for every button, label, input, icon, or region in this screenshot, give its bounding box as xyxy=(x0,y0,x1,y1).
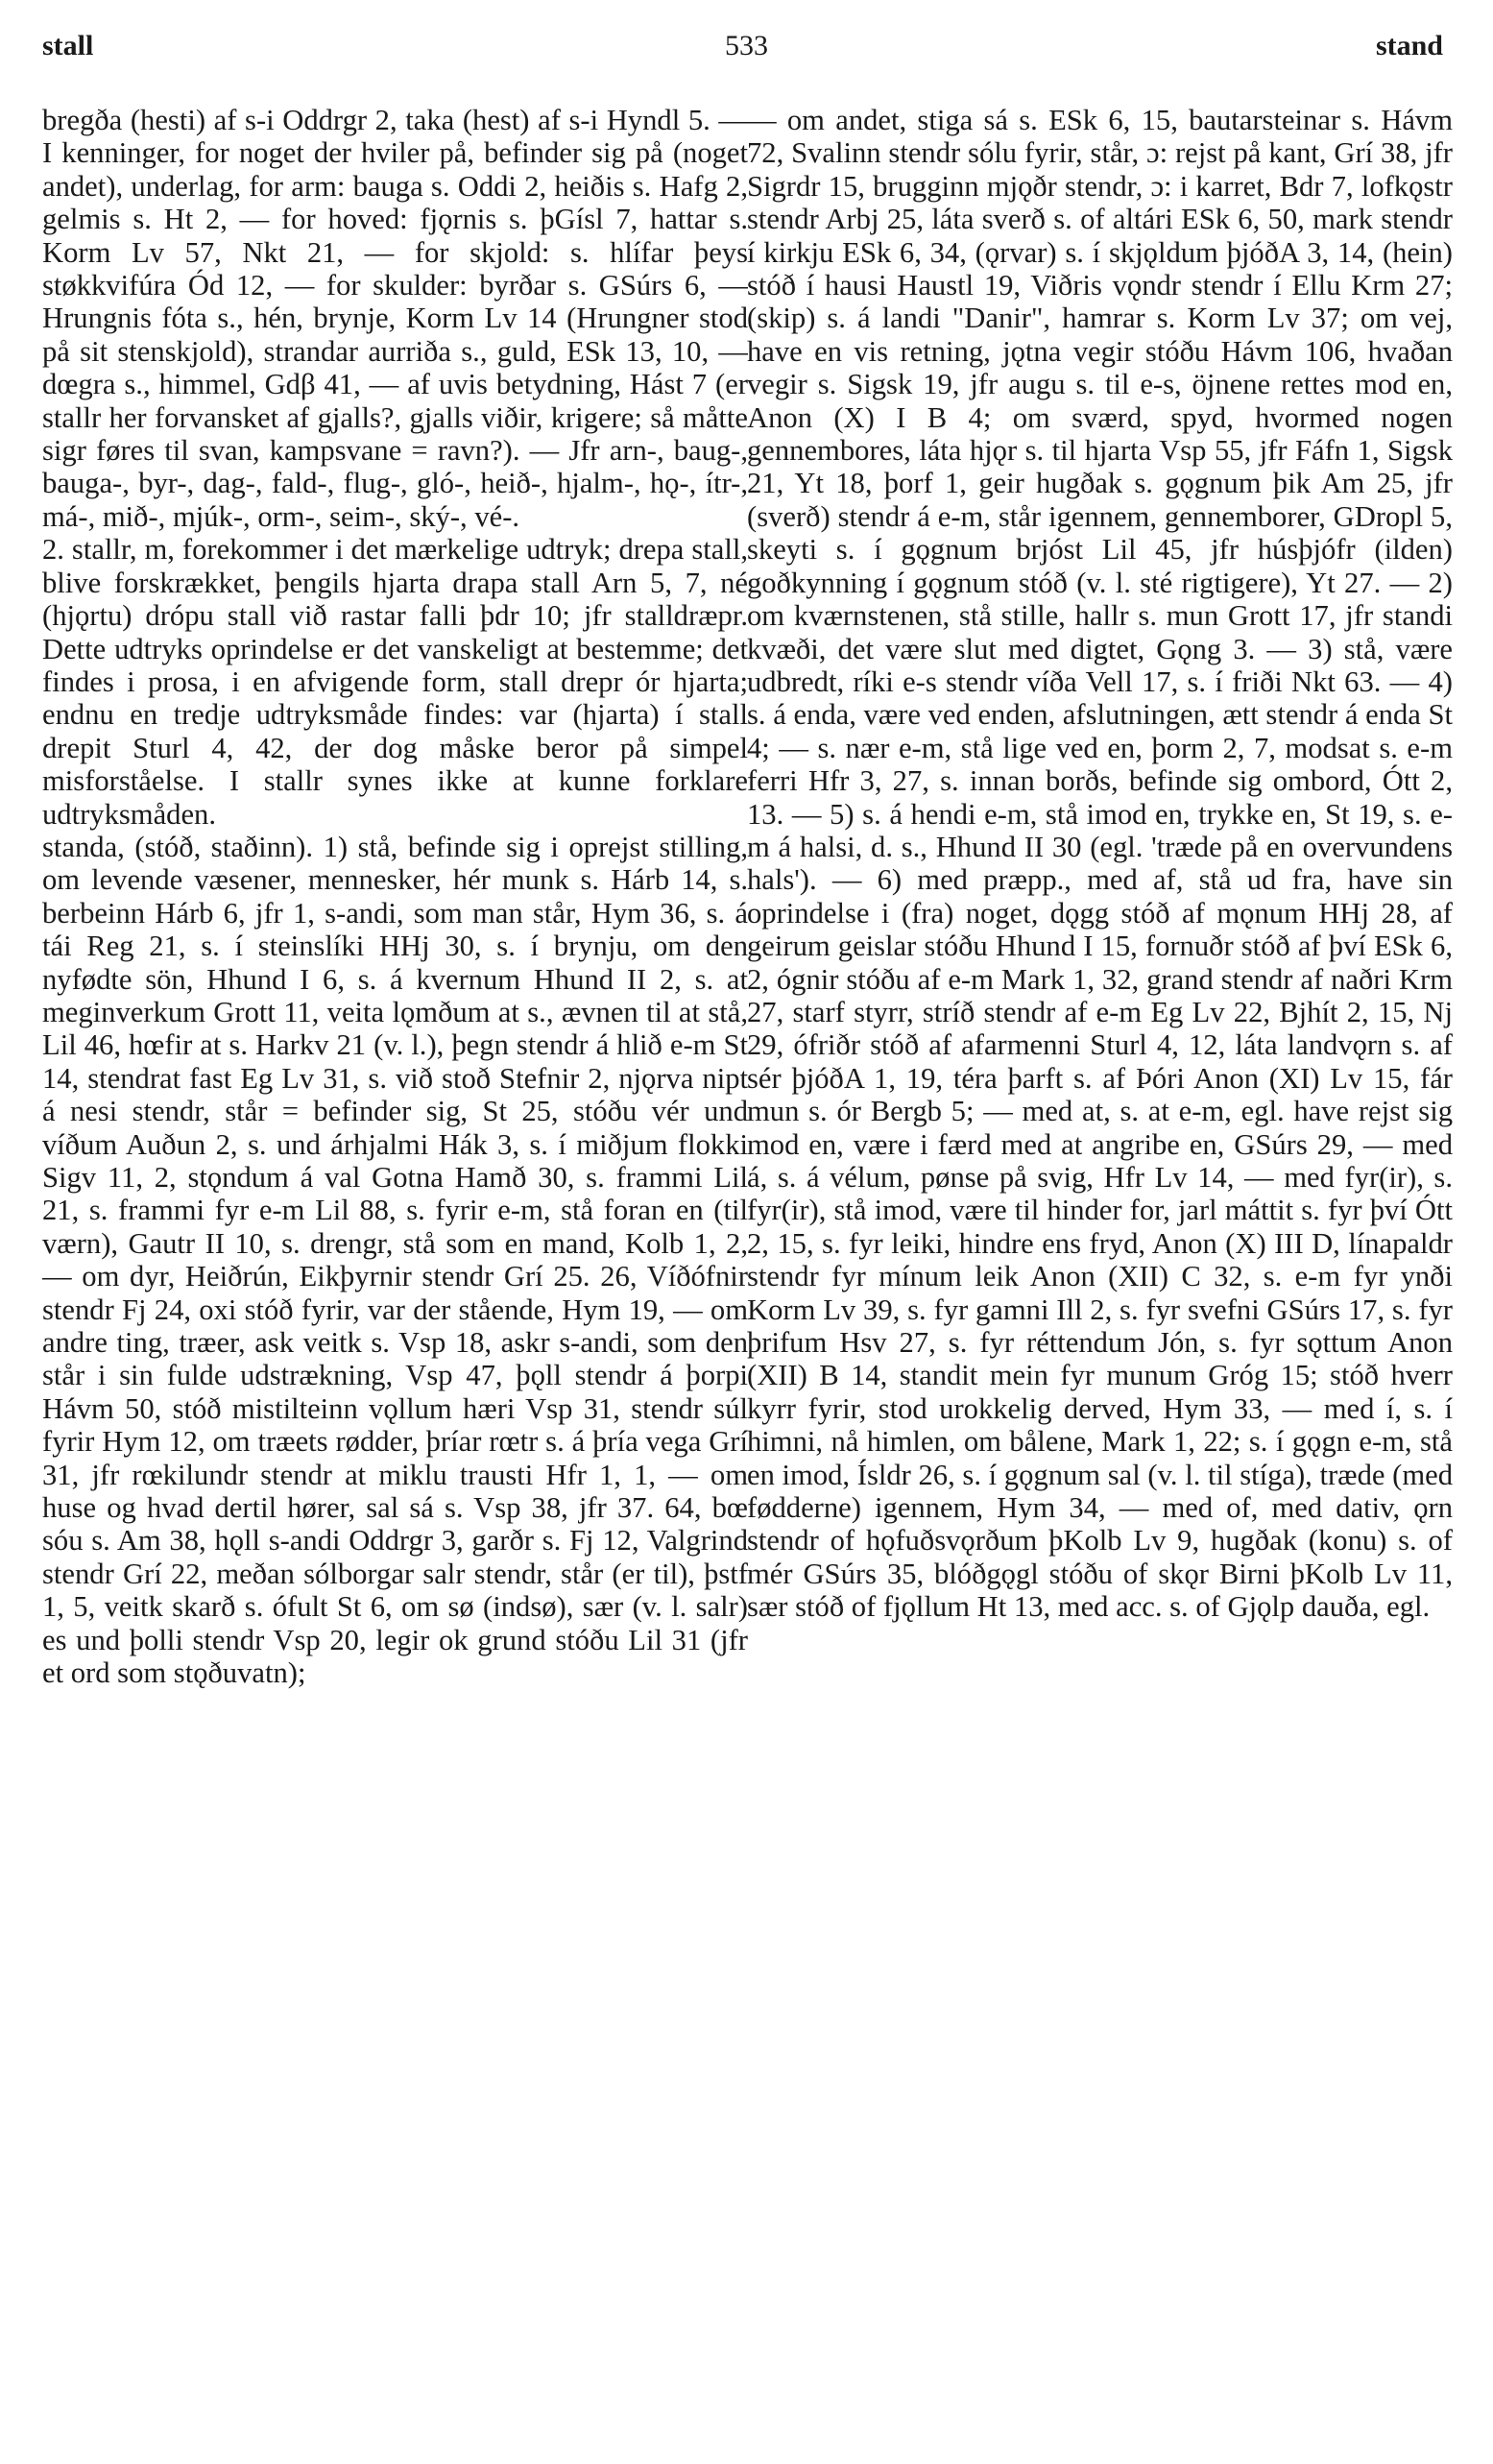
entry-standa-continued: — om andet, stiga sá s. ESk 6, 15, bautarsteinar s. Hávm 72, Svalinn stendr sólu fyrir, står, ɔ: rejst på kant, Grí 38, jfr Sigrdr 15, brugginn mjǫðr stendr, ɔ: i karret, Bdr 7, lofkǫstr stendr Arbj 25, láta sverð s. of altári ESk 6, 50, mark stendr í kirkju ESk 6, 34, (ǫrvar) s. í skjǫldum þjóðA 3, 14, (hein) stóð í hausi Haustl 19, Viðris vǫndr stendr í Ellu Krm 27; (skip) s. á landi "Danir", hamrar s. Korm Lv 37; om vej, have en vis retning, jǫtna vegir stóðu Hávm 106, hvaðan vegir s. Sigsk 19, jfr augu s. til e-s, öjnene rettes mod en, Anon (X) I B 4; om sværd, spyd, hvormed nogen gennembores, láta hjǫr s. til hjarta Vsp 55, jfr Fáfn 1, Sigsk 21, Yt 18, þorf 1, geir hugðak s. gǫgnum þik Am 25, jfr (sverð) stendr á e-m, står igennem, gennemborer, GDropl 5, skeyti s. í gǫgnum brjóst Lil 45, jfr húsþjófr (ilden) goðkynning í gǫgnum stóð (v. l. sté rigtigere), Yt 27. — 2) om kværnstenen, stå stille, hallr s. mun Grott 17, jfr standi kvæði, det være slut med digtet, Gǫng 3. — 3) stå, være udbredt, ríki e-s stendr víða Vell 17, s. í friði Nkt 63. — 4) s. á enda, være ved enden, afslutningen, ætt stendr á enda St 4; — s. nær e-m, stå lige ved en, þorm 2, 7, modsat s. e-m ferri Hfr 3, 27, s. innan borðs, befinde sig ombord, Ótt 2, 13. — 5) s. á hendi e-m, stå imod en, trykke en, St 19, s. e-m á halsi, d. s., Hhund II 30 (egl. 'træde på en overvundens hals'). — 6) med præpp., med af, stå ud fra, have sin oprindelse i (fra) noget, dǫgg stóð af mǫnum HHj 28, af geirum geislar stóðu Hhund I 15, fornuðr stóð af því ESk 6, 2, ógnir stóðu af e-m Mark 1, 32, grand stendr af naðri Krm 27, starf styrr, stríð stendr af e-m Eg Lv 22, Bjhít 2, 15, Nj 29, ófriðr stóð af afarmenni Sturl 4, 12, láta landvǫrn s. af sér þjóðA 1, 19, téra þarft s. af Þóri Anon (XI) Lv 15, fár mun s. ór Bergb 5; — med at, s. at e-m, egl. have rejst sig mod en, være i færd med at angribe en, GSúrs 29, — med á, s. á vélum, pønse på svig, Hfr Lv 14, — med fyr(ir), s. fyr(ir), stå imod, være til hinder for, jarl máttit s. fyr því Ótt 2, 15, s. fyr leiki, hindre ens fryd, Anon (X) III D, línapaldr stendr fyr mínum leik Anon (XII) C 32, s. e-m fyr ynði Korm Lv 39, s. fyr gamni Ill 2, s. fyr svefni GSúrs 17, s. fyr þrifum Hsv 27, s. fyr réttendum Jón, s. fyr sǫttum Anon (XII) B 14, standit mein fyr munum Gróg 15; stóð hverr kyrr fyrir, stod urokkelig derved, Hym 33, — med í, s. í himni, nå himlen, om bålene, Mark 1, 22; s. í gǫgn e-m, stå en imod, Ísldr 26, s. í gǫgnum sal (v. l. til stíga), træde (med fødderne) igennem, Hym 34, — med of, med dativ, ǫrn stendr of hǫfuðsvǫrðum þKolb Lv 9, hugðak (konu) s. of mér GSúrs 35, blóðgǫgl stóðu of skǫr Birni þKolb Lv 11, sær stóð of fjǫllum Ht 13, med acc. s. of Gjǫlp dauða, egl. xyxy=(747,104,1453,1624)
running-head-left: stall xyxy=(42,30,94,61)
entry-stallr-1-continued: bregða (hesti) af s-i Oddrgr 2, taka (hest) af s-i Hyndl 5. — I kenninger, for noget der hviler på, befinder sig på (noget andet), underlag, for arm: bauga s. Oddi 2, heiðis s. Hafg 2, gelmis s. Ht 2, — for hoved: fjǫrnis s. þGísl 7, hattar s. Korm Lv 57, Nkt 21, — for skjold: s. hlífar þeys støkkvifúra Ód 12, — for skulder: byrðar s. GSúrs 6, — Hrungnis fóta s., hén, brynje, Korm Lv 14 (Hrungner stod på sit stenskjold), strandar aurriða s., guld, ESk 13, 10, — dœgra s., himmel, Gdβ 41, — af uvis betydning, Hást 7 (er stallr her forvansket af gjalls?, gjalls viðir, krigere; så måtte sigr føres til svan, kampsvane = ravn?). — Jfr arn-, baug-, bauga-, byr-, dag-, fald-, flug-, gló-, heið-, hjalm-, hǫ-, ítr-, má-, mið-, mjúk-, orm-, seim-, ský-, vé-. xyxy=(42,104,748,533)
right-column xyxy=(747,104,1453,2447)
entry-standa: standa, (stóð, staðinn). 1) stå, befinde sig i oprejst stilling, om levende væsener, mennesker, hér munk s. Hárb 14, s. berbeinn Hárb 6, jfr 1, s-andi, som man står, Hym 36, s. á tái Reg 21, s. í steinslíki HHj 30, s. í brynju, om den nyfødte sön, Hhund I 6, s. á kvernum Hhund II 2, s. at meginverkum Grott 11, veita lǫmðum at s., ævnen til at stå, Lil 46, hœfir at s. Harkv 21 (v. l.), þegn stendr á hlið e-m St 14, stendrat fast Eg Lv 31, s. við stoð Stefnir 2, njǫrva nipt á nesi stendr, står = befinder sig, St 25, stóðu vér und víðum Auðun 2, s. und árhjalmi Hák 3, s. í miðjum flokki Sigv 11, 2, stǫndum á val Gotna Hamð 30, s. frammi Lil 21, s. frammi fyr e-m Lil 88, s. fyrir e-m, stå foran en (til værn), Gautr II 10, s. drengr, stå som en mand, Kolb 1, 2, — om dyr, Heiðrún, Eikþyrnir stendr Grí 25. 26, Víðófnir stendr Fj 24, oxi stóð fyrir, var der stående, Hym 19, — om andre ting, træer, ask veitk s. Vsp 18, askr s-andi, som den står i sin fulde udstrækning, Vsp 47, þǫll stendr á þorpi Hávm 50, stóð mistilteinn vǫllum hæri Vsp 31, stendr súl fyrir Hym 12, om træets rødder, þríar rœtr s. á þría vega Grí 31, jfr rœkilundr stendr at miklu trausti Hfr 1, 1, — om huse og hvad dertil hører, sal sá s. Vsp 38, jfr 37. 64, bœ sóu s. Am 38, hǫll s-andi Oddrgr 3, garðr s. Fj 12, Valgrind stendr Grí 22, meðan sólborgar salr stendr, står (er til), þstf 1, 5, veitk skarð s. ófult St 6, om sø (indsø), sær (v. l. salr) es und þolli stendr Vsp 20, legir ok grund stóðu Lil 31 (jfr et ord som stǫðuvatn); xyxy=(42,830,748,1690)
entry-stallr-2: 2. stallr, m, forekommer i det mærkelige udtryk; drepa stall, blive forskrækket, þengils hjarta drapa stall Arn 5, 7, né (hjǫrtu) drópu stall við rastar falli þdr 10; jfr stalldræpr. Dette udtryks oprindelse er det vanskeligt at bestemme; det findes i prosa, i en afvigende form, stall drepr ór hjarta; endnu en tredje udtryksmåde findes: var (hjarta) í stall drepit Sturl 4, 42, der dog måske beror på simpel misforståelse. I stallr synes ikke at kunne forklare udtryksmåden. xyxy=(42,533,748,831)
running-head-right: stand xyxy=(1375,30,1443,61)
page-number: 533 xyxy=(725,30,768,61)
left-column xyxy=(42,104,748,2447)
